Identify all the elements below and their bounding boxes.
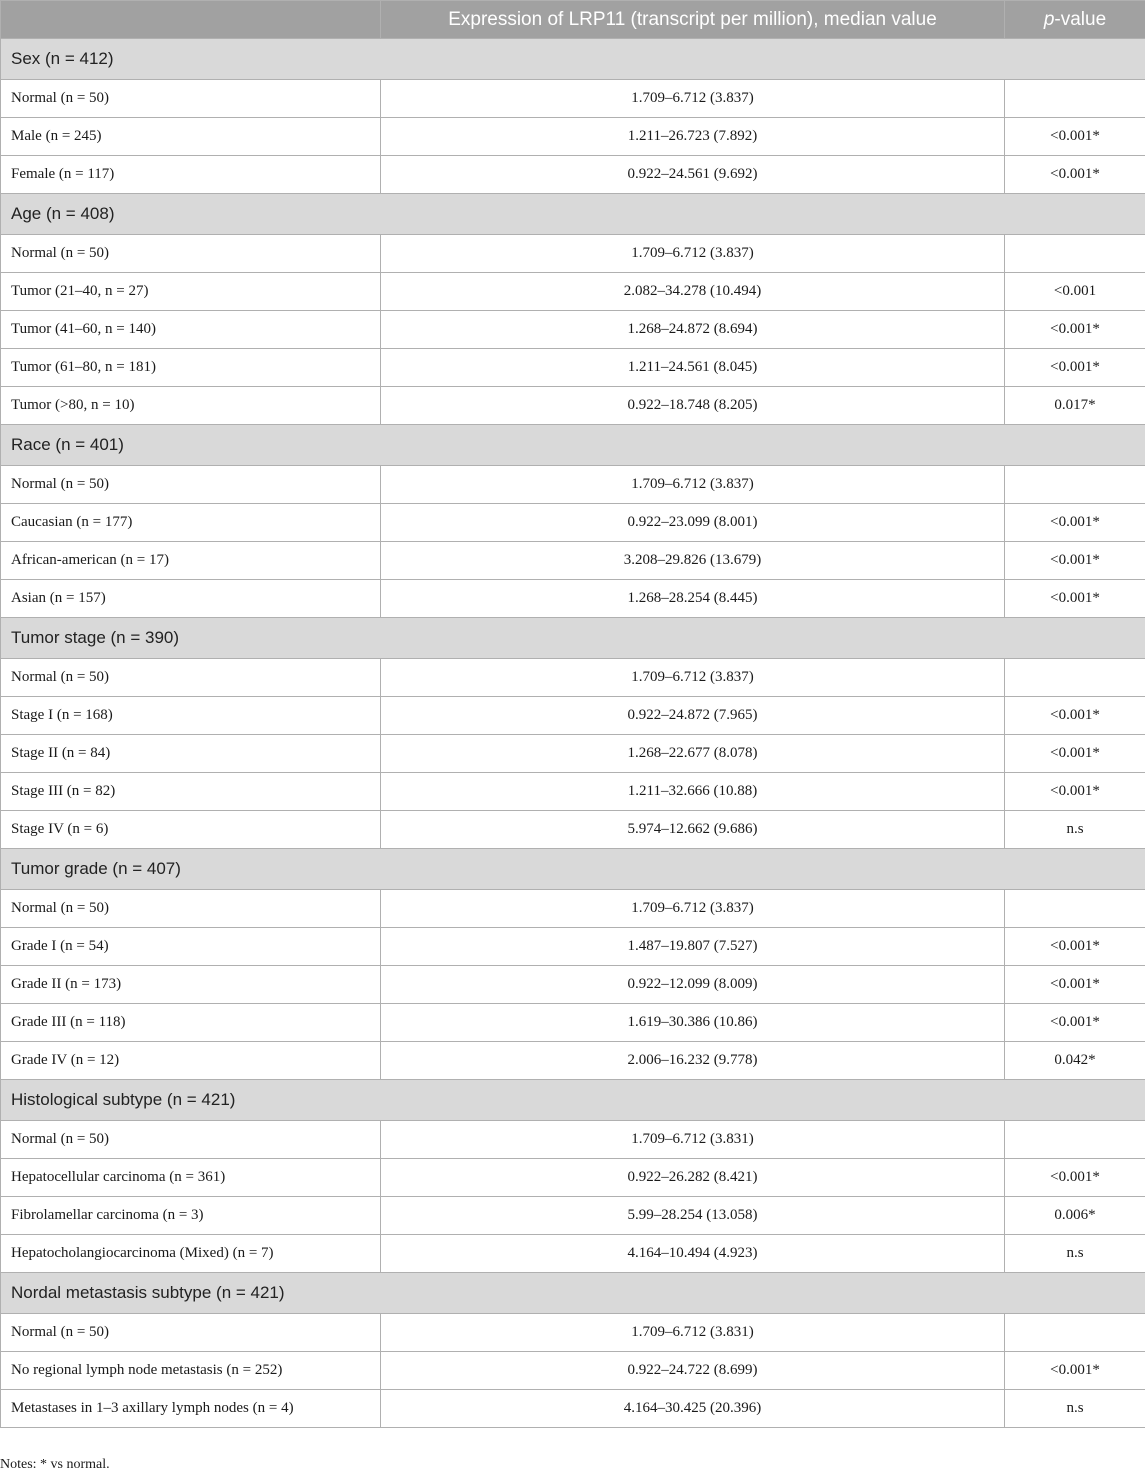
table-row	[1, 966, 1145, 1004]
row-p-value: <0.001*	[1005, 735, 1145, 773]
row-expression-value: 0.922–23.099 (8.001)	[381, 504, 1005, 542]
header-row	[1, 1, 1145, 39]
row-p-value	[1005, 1314, 1145, 1352]
table-row	[1, 928, 1145, 966]
row-label: Female (n = 117)	[1, 156, 381, 194]
row-expression-value: 1.709–6.712 (3.837)	[381, 466, 1005, 504]
row-label: Tumor (>80, n = 10)	[1, 387, 381, 425]
row-label: Tumor (21–40, n = 27)	[1, 273, 381, 311]
table-row	[1, 697, 1145, 735]
row-p-value	[1005, 466, 1145, 504]
table-note: Notes: * vs normal.	[0, 1457, 110, 1472]
row-label: Tumor (61–80, n = 181)	[1, 349, 381, 387]
table-row	[1, 1042, 1145, 1080]
row-p-value: <0.001*	[1005, 697, 1145, 735]
row-expression-value: 1.268–24.872 (8.694)	[381, 311, 1005, 349]
section-header-row	[1, 618, 1145, 659]
row-label: Normal (n = 50)	[1, 466, 381, 504]
header-category	[1, 1, 381, 39]
row-label: Asian (n = 157)	[1, 580, 381, 618]
section-title: Nordal metastasis subtype (n = 421)	[1, 1273, 1145, 1314]
table-row	[1, 890, 1145, 928]
row-expression-value: 1.709–6.712 (3.831)	[381, 1121, 1005, 1159]
row-label: Normal (n = 50)	[1, 1314, 381, 1352]
table-row	[1, 735, 1145, 773]
row-p-value: <0.001*	[1005, 1352, 1145, 1390]
row-label: Stage III (n = 82)	[1, 773, 381, 811]
table-row	[1, 659, 1145, 697]
row-p-value	[1005, 235, 1145, 273]
row-label: Fibrolamellar carcinoma (n = 3)	[1, 1197, 381, 1235]
row-label: Stage IV (n = 6)	[1, 811, 381, 849]
row-p-value: <0.001*	[1005, 542, 1145, 580]
row-expression-value: 0.922–24.872 (7.965)	[381, 697, 1005, 735]
row-p-value: <0.001*	[1005, 349, 1145, 387]
row-expression-value: 0.922–12.099 (8.009)	[381, 966, 1005, 1004]
table-row	[1, 1235, 1145, 1273]
row-p-value: <0.001*	[1005, 311, 1145, 349]
header-p-letter: p	[1043, 8, 1055, 30]
section-header-row	[1, 39, 1145, 80]
row-expression-value: 1.709–6.712 (3.837)	[381, 659, 1005, 697]
row-expression-value: 4.164–10.494 (4.923)	[381, 1235, 1005, 1273]
row-label: Grade IV (n = 12)	[1, 1042, 381, 1080]
row-expression-value: 1.211–24.561 (8.045)	[381, 349, 1005, 387]
row-label: Stage II (n = 84)	[1, 735, 381, 773]
header-p-value	[1005, 1, 1145, 39]
row-expression-value: 1.487–19.807 (7.527)	[381, 928, 1005, 966]
section-title: Tumor stage (n = 390)	[1, 618, 1145, 659]
row-expression-value: 1.709–6.712 (3.837)	[381, 890, 1005, 928]
section-title: Tumor grade (n = 407)	[1, 849, 1145, 890]
table-row	[1, 387, 1145, 425]
table-row	[1, 80, 1145, 118]
row-p-value: <0.001	[1005, 273, 1145, 311]
table-row	[1, 580, 1145, 618]
row-p-value: n.s	[1005, 811, 1145, 849]
row-p-value: <0.001*	[1005, 928, 1145, 966]
section-header-row	[1, 1273, 1145, 1314]
row-label: Male (n = 245)	[1, 118, 381, 156]
row-expression-value: 4.164–30.425 (20.396)	[381, 1390, 1005, 1428]
row-expression-value: 0.922–18.748 (8.205)	[381, 387, 1005, 425]
row-p-value: <0.001*	[1005, 580, 1145, 618]
table-row	[1, 311, 1145, 349]
table-row	[1, 773, 1145, 811]
row-p-value: <0.001*	[1005, 156, 1145, 194]
row-expression-value: 0.922–24.722 (8.699)	[381, 1352, 1005, 1390]
table-body	[1, 39, 1145, 1428]
row-p-value: <0.001*	[1005, 773, 1145, 811]
table-row	[1, 1352, 1145, 1390]
row-expression-value: 5.974–12.662 (9.686)	[381, 811, 1005, 849]
table-row	[1, 273, 1145, 311]
row-p-value: 0.042*	[1005, 1042, 1145, 1080]
table-row	[1, 1004, 1145, 1042]
table-row	[1, 118, 1145, 156]
row-p-value: <0.001*	[1005, 504, 1145, 542]
table-row	[1, 1121, 1145, 1159]
table-row	[1, 466, 1145, 504]
table-row	[1, 811, 1145, 849]
row-label: Grade II (n = 173)	[1, 966, 381, 1004]
row-expression-value: 1.709–6.712 (3.837)	[381, 235, 1005, 273]
row-label: African-american (n = 17)	[1, 542, 381, 580]
table-row	[1, 235, 1145, 273]
row-expression-value: 1.211–26.723 (7.892)	[381, 118, 1005, 156]
table-row	[1, 542, 1145, 580]
row-p-value	[1005, 1121, 1145, 1159]
row-label: Normal (n = 50)	[1, 80, 381, 118]
row-p-value: 0.017*	[1005, 387, 1145, 425]
row-label: Grade III (n = 118)	[1, 1004, 381, 1042]
row-label: Normal (n = 50)	[1, 235, 381, 273]
row-expression-value: 3.208–29.826 (13.679)	[381, 542, 1005, 580]
row-p-value: <0.001*	[1005, 118, 1145, 156]
row-p-value: <0.001*	[1005, 1004, 1145, 1042]
row-label: Normal (n = 50)	[1, 659, 381, 697]
table-row	[1, 1314, 1145, 1352]
row-expression-value: 1.268–22.677 (8.078)	[381, 735, 1005, 773]
row-expression-value: 1.211–32.666 (10.88)	[381, 773, 1005, 811]
section-title: Race (n = 401)	[1, 425, 1145, 466]
section-header-row	[1, 194, 1145, 235]
row-label: Caucasian (n = 177)	[1, 504, 381, 542]
row-expression-value: 1.709–6.712 (3.831)	[381, 1314, 1005, 1352]
header-expression: Expression of LRP11 (transcript per million), median value	[381, 1, 1005, 39]
section-header-row	[1, 849, 1145, 890]
table-row	[1, 1197, 1145, 1235]
row-label: Stage I (n = 168)	[1, 697, 381, 735]
row-label: Hepatocellular carcinoma (n = 361)	[1, 1159, 381, 1197]
table-row	[1, 156, 1145, 194]
row-label: Normal (n = 50)	[1, 1121, 381, 1159]
row-label: Metastases in 1–3 axillary lymph nodes (n = 4)	[1, 1390, 381, 1428]
row-p-value: <0.001*	[1005, 966, 1145, 1004]
row-p-value	[1005, 890, 1145, 928]
row-p-value: n.s	[1005, 1390, 1145, 1428]
header-p-suffix: -value	[1054, 8, 1107, 30]
row-expression-value: 2.082–34.278 (10.494)	[381, 273, 1005, 311]
row-label: Normal (n = 50)	[1, 890, 381, 928]
row-p-value	[1005, 80, 1145, 118]
row-expression-value: 1.268–28.254 (8.445)	[381, 580, 1005, 618]
section-title: Histological subtype (n = 421)	[1, 1080, 1145, 1121]
section-title: Sex (n = 412)	[1, 39, 1145, 80]
section-header-row	[1, 425, 1145, 466]
row-expression-value: 2.006–16.232 (9.778)	[381, 1042, 1005, 1080]
table-row	[1, 349, 1145, 387]
row-p-value	[1005, 659, 1145, 697]
table-row	[1, 504, 1145, 542]
row-expression-value: 1.619–30.386 (10.86)	[381, 1004, 1005, 1042]
row-expression-value: 0.922–24.561 (9.692)	[381, 156, 1005, 194]
table-row	[1, 1390, 1145, 1428]
row-p-value: <0.001*	[1005, 1159, 1145, 1197]
section-header-row	[1, 1080, 1145, 1121]
row-expression-value: 5.99–28.254 (13.058)	[381, 1197, 1005, 1235]
section-title: Age (n = 408)	[1, 194, 1145, 235]
row-label: Tumor (41–60, n = 140)	[1, 311, 381, 349]
row-expression-value: 0.922–26.282 (8.421)	[381, 1159, 1005, 1197]
row-label: No regional lymph node metastasis (n = 252)	[1, 1352, 381, 1390]
row-p-value: n.s	[1005, 1235, 1145, 1273]
row-label: Hepatocholangiocarcinoma (Mixed) (n = 7)	[1, 1235, 381, 1273]
row-p-value: 0.006*	[1005, 1197, 1145, 1235]
row-expression-value: 1.709–6.712 (3.837)	[381, 80, 1005, 118]
row-label: Grade I (n = 54)	[1, 928, 381, 966]
table-row	[1, 1159, 1145, 1197]
table-header	[1, 1, 1145, 39]
